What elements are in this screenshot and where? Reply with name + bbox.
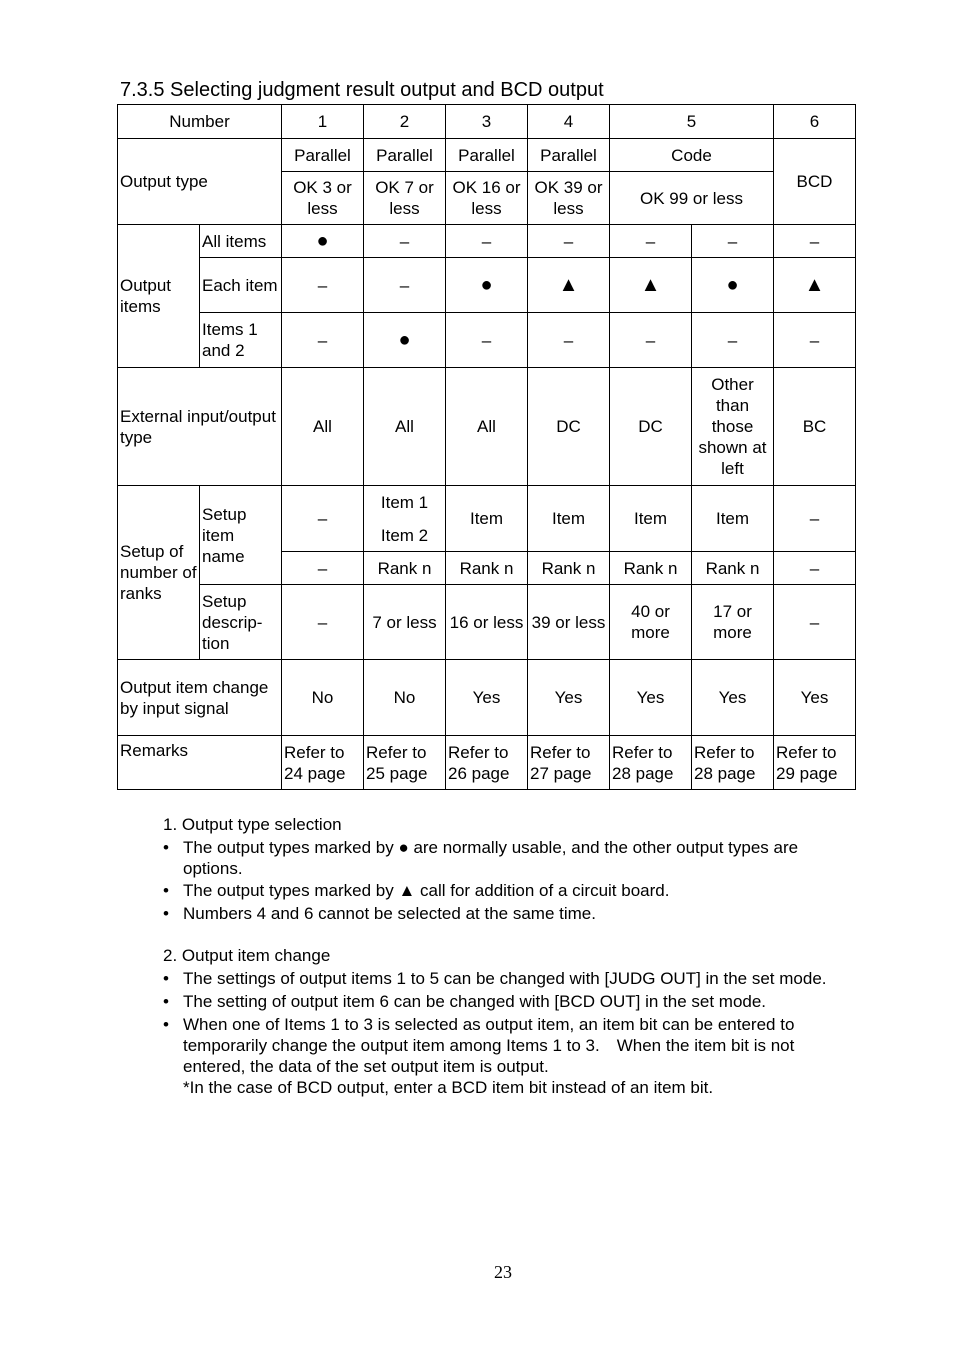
col-header-6: 6 — [774, 105, 856, 139]
output-selection-table — [117, 104, 856, 790]
table-cell: 40 or more — [610, 585, 692, 660]
page-number: 23 — [494, 1262, 512, 1282]
table-cell: 17 or more — [692, 585, 774, 660]
table-cell: All — [364, 368, 446, 486]
setup-name-row-1 — [118, 486, 856, 552]
table-cell: All — [282, 368, 364, 486]
output-limit: OK 3 or less — [282, 172, 364, 225]
table-cell: – — [446, 313, 528, 368]
table-cell: – — [774, 225, 856, 258]
note-text: When one of Items 1 to 3 is selected as output item, an item bit can be entered to — [183, 1015, 795, 1034]
remarks-label: Remarks — [118, 736, 282, 790]
table-cell: Refer to 28 page — [610, 736, 692, 790]
table-cell: All — [446, 368, 528, 486]
table-cell: Yes — [774, 660, 856, 736]
table-cell: DC — [528, 368, 610, 486]
table-cell: – — [528, 313, 610, 368]
table-cell: Other than those shown at left — [692, 368, 774, 486]
table-cell: Refer to 28 page — [692, 736, 774, 790]
output-type-kind: Parallel — [528, 139, 610, 172]
bullet-icon: • — [163, 838, 169, 857]
row-label: All items — [200, 225, 282, 258]
table-cell: Yes — [610, 660, 692, 736]
external-label: External input/output type — [118, 368, 282, 486]
table-cell: ▲ — [610, 258, 692, 313]
setup-desc-label: Setup descrip- tion — [200, 585, 282, 660]
table-cell: DC — [610, 368, 692, 486]
output-type-row — [118, 139, 856, 172]
header-row — [118, 105, 856, 139]
table-cell: Refer to 24 page — [282, 736, 364, 790]
table-cell: Rank n — [528, 552, 610, 585]
bullet-icon: • — [163, 881, 169, 900]
table-cell: 39 or less — [528, 585, 610, 660]
table-cell: – — [282, 258, 364, 313]
output-limit: OK 39 or less — [528, 172, 610, 225]
table-cell: Yes — [446, 660, 528, 736]
col-header-5: 5 — [610, 105, 774, 139]
item-1-text: Item 1 — [380, 492, 429, 512]
table-cell: ● — [282, 225, 364, 258]
table-cell: Refer to 25 page — [364, 736, 446, 790]
output-limit: OK 16 or less — [446, 172, 528, 225]
output-type-kind: Parallel — [282, 139, 364, 172]
row-label: Items 1 and 2 — [200, 313, 282, 368]
output-limit: OK 7 or less — [364, 172, 446, 225]
output-items-1-2-row — [118, 313, 856, 368]
item-1-2-cell — [364, 486, 446, 552]
table-cell: – — [528, 225, 610, 258]
output-limit: OK 99 or less — [610, 172, 774, 225]
col-header-2: 2 — [364, 105, 446, 139]
table-cell: – — [692, 225, 774, 258]
table-cell: – — [446, 225, 528, 258]
note-text: The setting of output item 6 can be changed with [BCD OUT] in the set mode. — [183, 992, 767, 1011]
table-cell: Refer to 26 page — [446, 736, 528, 790]
notes-heading-2: 2. Output item change — [163, 946, 331, 965]
note-text: The settings of output items 1 to 5 can be changed with [JUDG OUT] in the set mode. — [183, 969, 827, 988]
table-cell: – — [774, 486, 856, 552]
table-cell: BC — [774, 368, 856, 486]
table-cell: Rank n — [610, 552, 692, 585]
table-cell: – — [364, 225, 446, 258]
output-items-all-row — [118, 225, 856, 258]
output-type-kind: Parallel — [364, 139, 446, 172]
notes-heading-1: 1. Output type selection — [163, 815, 342, 834]
table-cell: – — [692, 313, 774, 368]
table-cell: No — [282, 660, 364, 736]
bullet-icon: • — [163, 969, 169, 988]
table-cell: Rank n — [692, 552, 774, 585]
col-header-4: 4 — [528, 105, 610, 139]
table-cell: – — [610, 225, 692, 258]
table-cell: – — [364, 258, 446, 313]
note-text: The output types marked by ▲ call for addition of a circuit board. — [183, 881, 670, 900]
output-items-label: Output items — [118, 225, 200, 368]
table-cell: ▲ — [774, 258, 856, 313]
note-text: Numbers 4 and 6 cannot be selected at the same time. — [183, 904, 596, 923]
table-cell: – — [774, 552, 856, 585]
output-type-label: Output type — [118, 139, 282, 225]
remarks-row — [118, 736, 856, 790]
note-text: The output types marked by ● are normally usable, and the other output types are — [183, 838, 799, 857]
ranks-label: Setup of number of ranks — [118, 486, 200, 660]
note-text: temporarily change the output item among Items 1 to 3. When the item bit is not — [183, 1036, 795, 1055]
table-cell: Item — [692, 486, 774, 552]
note-text: entered, the data of the set output item is output. — [183, 1057, 549, 1076]
table-cell: Refer to 29 page — [774, 736, 856, 790]
note-text: *In the case of BCD output, enter a BCD item bit instead of an item bit. — [183, 1078, 714, 1097]
table-cell: – — [774, 585, 856, 660]
bullet-icon: • — [163, 904, 169, 923]
table-cell: ● — [692, 258, 774, 313]
output-type-kind: Parallel — [446, 139, 528, 172]
external-row — [118, 368, 856, 486]
table-cell: ▲ — [528, 258, 610, 313]
setup-name-label: Setup item name — [200, 486, 282, 585]
table-cell: 7 or less — [364, 585, 446, 660]
table-cell: ● — [364, 313, 446, 368]
setup-desc-row — [118, 585, 856, 660]
item-2-text: Item 2 — [380, 525, 429, 545]
row-label: Each item — [200, 258, 282, 313]
note-text: options. — [183, 859, 243, 878]
table-cell: 16 or less — [446, 585, 528, 660]
output-type-bcd: BCD — [774, 139, 856, 225]
change-row — [118, 660, 856, 736]
col-header-1: 1 — [282, 105, 364, 139]
number-header: Number — [118, 105, 282, 139]
table-cell: Item — [610, 486, 692, 552]
bullet-icon: • — [163, 992, 169, 1011]
col-header-3: 3 — [446, 105, 528, 139]
bullet-icon: • — [163, 1015, 169, 1034]
table-cell: No — [364, 660, 446, 736]
table-cell: – — [282, 313, 364, 368]
table-cell: – — [282, 486, 364, 552]
table-cell: Item — [528, 486, 610, 552]
change-label: Output item change by input signal — [118, 660, 282, 736]
table-cell: Yes — [528, 660, 610, 736]
table-cell: – — [774, 313, 856, 368]
table-cell: Rank n — [364, 552, 446, 585]
section-title: 7.3.5 Selecting judgment result output and BCD output — [120, 79, 604, 101]
table-cell: Refer to 27 page — [528, 736, 610, 790]
table-cell: – — [282, 585, 364, 660]
table-cell: – — [610, 313, 692, 368]
table-cell: – — [282, 552, 364, 585]
table-cell: Rank n — [446, 552, 528, 585]
output-type-kind: Code — [610, 139, 774, 172]
table-cell: Item — [446, 486, 528, 552]
output-items-each-row — [118, 258, 856, 313]
table-cell: Yes — [692, 660, 774, 736]
table-cell: ● — [446, 258, 528, 313]
